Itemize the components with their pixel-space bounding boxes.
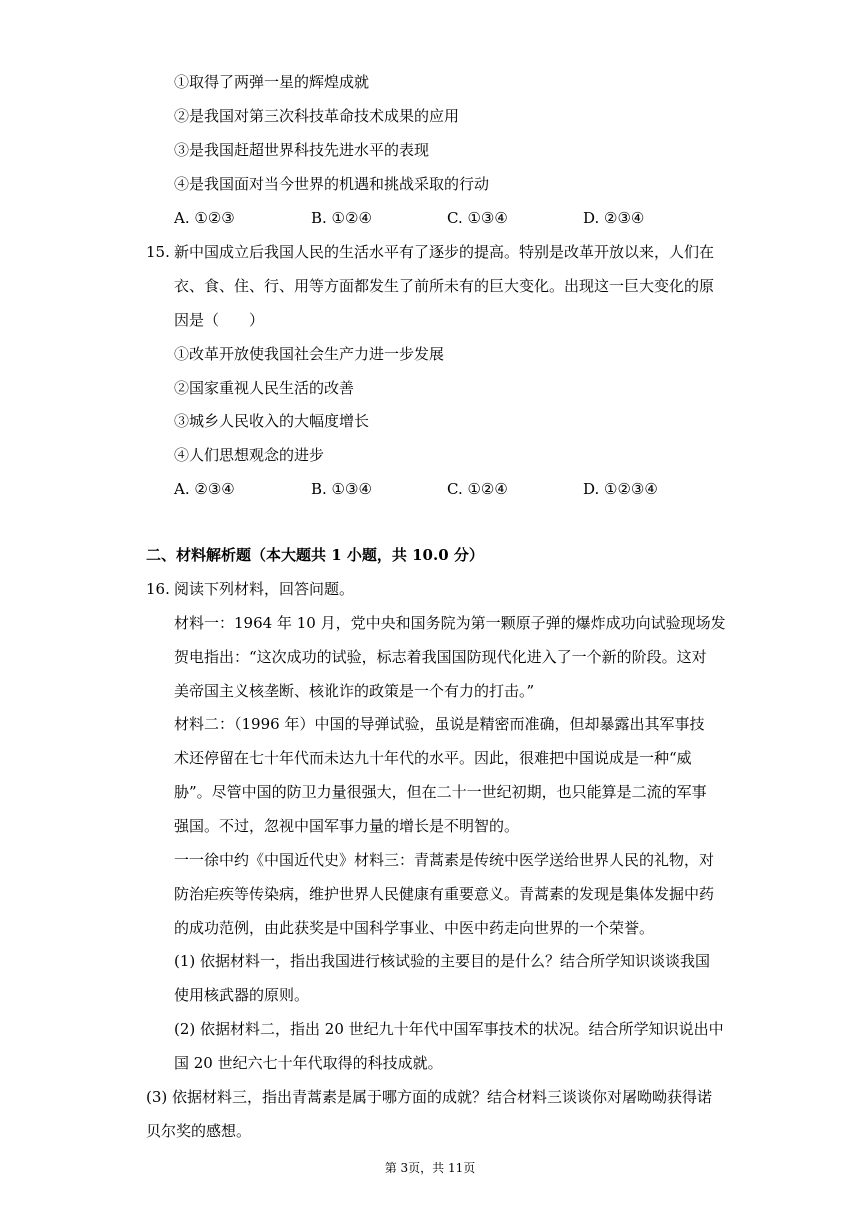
q16-subquestion-2-cont: 国 20 世纪六七十年代取得的科技成就。: [174, 1054, 443, 1072]
page-footer: 第 3页，共 11页: [384, 1161, 476, 1175]
q14-option-b: B. ①②④: [311, 209, 372, 227]
q16-subquestion-3: (3) 依据材料三，指出青蒿素是属于哪方面的成就？结合材料三谈谈你对屠呦呦获得诺: [146, 1088, 713, 1106]
q16-subquestion-3-cont: 贝尔奖的感想。: [146, 1122, 252, 1140]
q14-item-4: ④是我国面对当今世界的机遇和挑战采取的行动: [174, 175, 490, 193]
q15-number: 15.: [146, 243, 170, 261]
q16-line: 一一徐中约《中国近代史》材料三：青蒿素是传统中医学送给世界人民的礼物，对: [174, 851, 715, 869]
q15-item-4: ④人们思想观念的进步: [174, 446, 325, 464]
q15-item-2: ②国家重视人民生活的改善: [174, 379, 355, 397]
section-heading: 二、材料解析题（本大题共 1 小题，共 10.0 分）: [146, 546, 484, 564]
q16-line: 强国。不过，忽视中国军事力量的增长是不明智的。: [174, 817, 520, 835]
q15-option-d: D. ①②③④: [583, 480, 658, 498]
q16-line: 防治疟疾等传染病，维护世界人民健康有重要意义。青蒿素的发现是集体发掘中药: [174, 885, 715, 903]
q14-item-2: ②是我国对第三次科技革命技术成果的应用: [174, 107, 460, 125]
q14-option-c: C. ①③④: [447, 209, 508, 227]
q15-stem-line-1: 新中国成立后我国人民的生活水平有了逐步的提高。特别是改革开放以来，人们在: [174, 243, 715, 261]
q14-option-a: A. ①②③: [174, 209, 235, 227]
q15-item-3: ③城乡人民收入的大幅度增长: [174, 412, 370, 430]
q15-option-a: A. ②③④: [174, 480, 235, 498]
q16-line: 材料一：1964 年 10 月，党中央和国务院为第一颗原子弹的爆炸成功向试验现场发: [174, 614, 726, 632]
q14-item-1: ①取得了两弹一星的辉煌成就: [174, 73, 370, 91]
q16-line: 的成功范例，由此获奖是中国科学事业、中医中药走向世界的一个荣誉。: [174, 919, 655, 937]
q16-subquestion-1-cont: 使用核武器的原则。: [174, 986, 310, 1004]
q16-subquestion-2: (2) 依据材料二，指出 20 世纪九十年代中国军事技术的状况。结合所学知识说出中: [174, 1020, 724, 1038]
q16-line: 材料二：（1996 年）中国的导弹试验，虽说是精密而准确，但却暴露出其军事技: [174, 715, 705, 733]
q16-number: 16.: [146, 580, 170, 598]
q14-item-3: ③是我国赶超世界科技先进水平的表现: [174, 141, 430, 159]
q15-option-b: B. ①③④: [311, 480, 372, 498]
q15-item-1: ①改革开放使我国社会生产力进一步发展: [174, 345, 445, 363]
q15-option-c: C. ①②④: [447, 480, 508, 498]
q14-option-d: D. ②③④: [583, 209, 645, 227]
q16-intro: 阅读下列材料，回答问题。: [174, 580, 355, 598]
q16-line: 术还停留在七十年代而未达九十年代的水平。因此，很难把中国说成是一种“威: [174, 749, 692, 767]
q16-line: 贺电指出：“这次成功的试验，标志着我国国防现代化进入了一个新的阶段。这对: [174, 648, 707, 666]
q16-subquestion-1: (1) 依据材料一，指出我国进行核试验的主要目的是什么？结合所学知识谈谈我国: [174, 952, 711, 970]
q16-line: 美帝国主义核垄断、核讹诈的政策是一个有力的打击。”: [174, 682, 535, 700]
q15-stem-line-3: 因是（ ）: [174, 311, 265, 329]
q16-line: 胁”。尽管中国的防卫力量很强大，但在二十一世纪初期，也只能算是二流的军事: [174, 783, 707, 801]
q15-stem-line-2: 衣、食、住、行、用等方面都发生了前所未有的巨大变化。出现这一巨大变化的原: [174, 277, 715, 295]
